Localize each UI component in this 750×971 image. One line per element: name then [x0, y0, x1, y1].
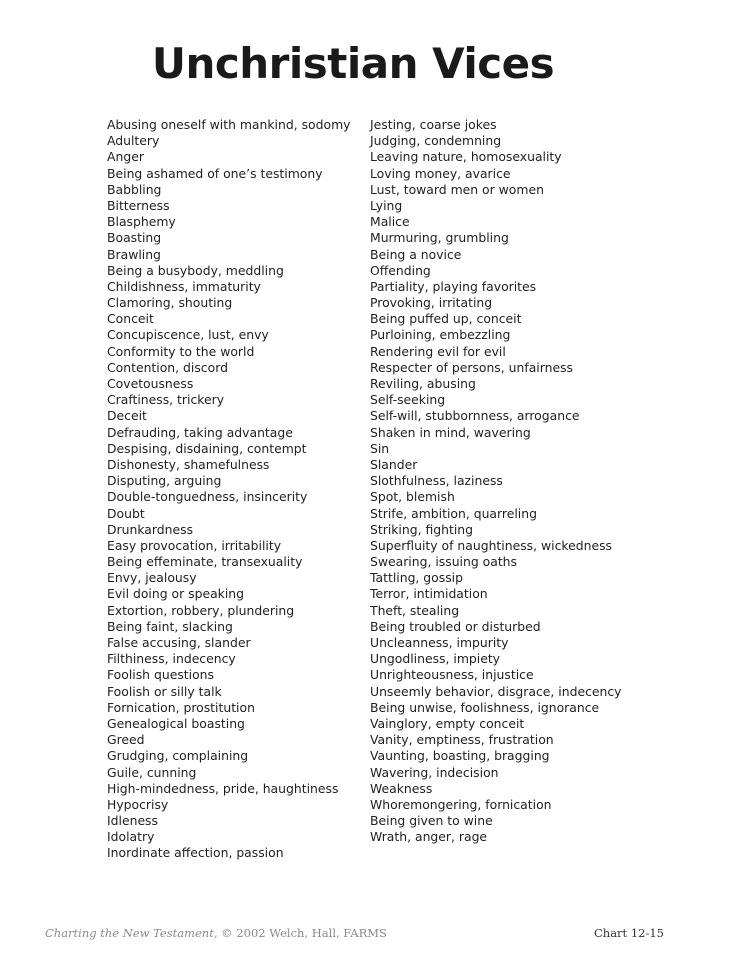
vice-item: Conformity to the world [107, 343, 255, 359]
vice-item: Provoking, irritating [370, 295, 493, 311]
vice-item: Being troubled or disturbed [370, 618, 541, 634]
vice-item: Uncleanness, impurity [370, 635, 509, 650]
vice-item: Loving money, avarice [370, 165, 511, 181]
vice-item: Rendering evil for evil [370, 343, 506, 359]
vice-item: Slothfulness, laziness [370, 473, 503, 489]
vice-item: Concupiscence, lust, envy [107, 327, 269, 343]
vice-item: Babbling [107, 181, 162, 197]
footer-book-title: Charting the New Testament, [45, 926, 218, 940]
vice-item: Reviling, abusing [370, 376, 476, 391]
vice-item: Strife, ambition, quarreling [370, 505, 537, 521]
vice-item: Clamoring, shouting [107, 295, 233, 311]
vice-item: Envy, jealousy [107, 570, 197, 586]
vice-item: Theft, stealing [370, 602, 460, 618]
vice-item: False accusing, slander [107, 635, 251, 650]
vice-item: Abusing oneself with mankind, sodomy [107, 117, 351, 132]
vice-item: Self-seeking [370, 392, 446, 408]
vice-item: Vanity, emptiness, frustration [370, 732, 554, 748]
vice-item: Swearing, issuing oaths [370, 554, 517, 570]
vice-item: Guile, cunning [107, 764, 197, 780]
vice-item: Defrauding, taking advantage [107, 424, 293, 440]
vice-item: Craftiness, trickery [107, 392, 225, 408]
vice-item: Judging, condemning [370, 133, 502, 149]
vice-item: Anger [107, 149, 144, 165]
vice-item: Being puffed up, conceit [370, 311, 522, 327]
vice-item: Offending [370, 262, 431, 278]
vices-list-right [370, 117, 622, 845]
vice-item: Boasting [107, 230, 162, 246]
vice-item: Genealogical boasting [107, 715, 245, 731]
vice-item: Lying [370, 197, 403, 213]
vice-item: Respecter of persons, unfairness [370, 359, 573, 375]
vice-item: Malice [370, 214, 410, 230]
vice-item: Being ashamed of one’s testimony [107, 165, 323, 181]
vice-item: Easy provocation, irritability [107, 537, 282, 553]
vice-item: Despising, disdaining, contempt [107, 440, 307, 456]
footer-citation [45, 926, 387, 940]
vice-item: Brawling [107, 246, 161, 262]
vice-item: Whoremongering, fornication [370, 796, 552, 812]
vice-item: Dishonesty, shamefulness [107, 456, 270, 472]
vice-item: Being unwise, foolishness, ignorance [370, 699, 600, 715]
vice-item: Vaunting, boasting, bragging [370, 748, 550, 764]
vice-item: Shaken in mind, wavering [370, 424, 531, 440]
vice-item: Conceit [107, 311, 154, 327]
vice-item: Unseemly behavior, disgrace, indecency [370, 683, 622, 699]
vice-item: Hypocrisy [107, 796, 169, 812]
vice-item: Unrighteousness, injustice [370, 667, 534, 683]
vice-item: Being given to wine [370, 813, 493, 829]
vice-item: Superfluity of naughtiness, wickedness [370, 537, 612, 553]
vice-item: Wavering, indecision [370, 764, 499, 780]
vice-item: Idolatry [107, 829, 155, 845]
vice-item: Adultery [107, 133, 160, 149]
vice-item: Drunkardness [107, 521, 194, 537]
vice-item: Fornication, prostitution [107, 699, 255, 715]
vice-item: High-mindedness, pride, haughtiness [107, 780, 339, 796]
vice-item: Self-will, stubbornness, arrogance [370, 408, 580, 424]
vice-item: Contention, discord [107, 359, 228, 375]
vice-item: Inordinate affection, passion [107, 845, 284, 861]
vice-item: Being a busybody, meddling [107, 262, 284, 278]
vice-item: Doubt [107, 505, 145, 521]
vice-item: Grudging, complaining [107, 748, 249, 764]
vice-item: Being faint, slacking [107, 618, 233, 634]
vices-list-left [107, 117, 350, 862]
vice-item: Striking, fighting [370, 521, 474, 537]
vice-item: Ungodliness, impiety [370, 651, 501, 667]
vice-item: Being a novice [370, 246, 462, 262]
vice-item: Blasphemy [107, 214, 176, 230]
vice-item: Foolish or silly talk [107, 683, 222, 699]
vice-item: Jesting, coarse jokes [370, 117, 497, 132]
vice-item: Evil doing or speaking [107, 586, 245, 602]
vice-item: Sin [370, 440, 390, 456]
vice-item: Terror, intimidation [370, 586, 488, 602]
vice-item: Childishness, immaturity [107, 278, 261, 294]
footer-chart-number: Chart 12-15 [594, 926, 664, 940]
vice-item: Leaving nature, homosexuality [370, 149, 562, 165]
vice-item: Murmuring, grumbling [370, 230, 509, 246]
vice-item: Bitterness [107, 197, 170, 213]
vice-item: Foolish questions [107, 667, 214, 683]
vice-item: Tattling, gossip [370, 570, 463, 586]
footer-copyright: © 2002 Welch, Hall, FARMS [217, 926, 387, 940]
vice-item: Disputing, arguing [107, 473, 222, 489]
vice-item: Lust, toward men or women [370, 181, 544, 197]
vice-item: Weakness [370, 780, 433, 796]
vice-item: Being effeminate, transexuality [107, 554, 303, 570]
vice-item: Double-tonguedness, insincerity [107, 489, 308, 505]
vice-item: Wrath, anger, rage [370, 829, 488, 845]
vice-item: Purloining, embezzling [370, 327, 511, 343]
vice-item: Vainglory, empty conceit [370, 715, 525, 731]
vice-item: Spot, blemish [370, 489, 455, 505]
vice-item: Slander [370, 456, 418, 472]
vice-item: Partiality, playing favorites [370, 278, 537, 294]
vice-item: Greed [107, 732, 145, 748]
vice-item: Filthiness, indecency [107, 651, 236, 667]
vice-item: Idleness [107, 813, 158, 829]
page-title: Unchristian Vices [151, 39, 555, 88]
vice-item: Covetousness [107, 376, 194, 391]
vice-item: Extortion, robbery, plundering [107, 602, 295, 618]
vice-item: Deceit [107, 408, 147, 424]
